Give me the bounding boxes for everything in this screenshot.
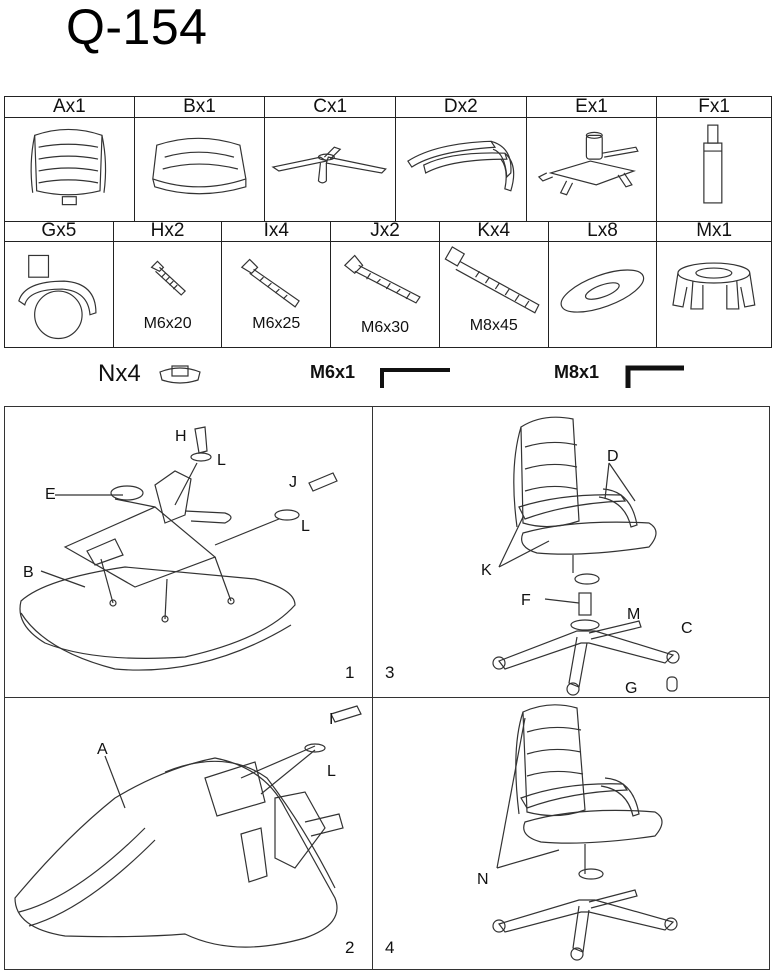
part-label-c: Cx1 — [265, 97, 395, 118]
part-cell-i — [222, 221, 331, 347]
label-m: M — [627, 606, 641, 623]
label-l: L — [327, 763, 336, 780]
extras-row — [0, 356, 776, 396]
step-3-labels — [481, 448, 693, 697]
label-f: F — [521, 592, 531, 609]
step-4-diagram — [373, 698, 769, 969]
part-label-i: Ix4 — [222, 221, 330, 242]
part-size-h: M6x20 — [143, 315, 192, 332]
part-cell-k — [440, 221, 549, 347]
part-cell-d — [396, 97, 527, 221]
hex-key-m8-label: M8x1 — [554, 362, 600, 382]
cover-icon — [657, 241, 771, 347]
label-b: B — [23, 564, 34, 581]
part-label-g: Gx5 — [5, 221, 113, 242]
step-number: 1 — [345, 663, 355, 682]
part-cell-j — [331, 221, 440, 347]
page-title: Q-154 — [66, 0, 208, 55]
cap-icon — [156, 362, 204, 388]
part-label-d: Dx2 — [396, 97, 526, 118]
hex-key-m6-label: M6x1 — [310, 362, 356, 382]
parts-row-2 — [5, 221, 771, 347]
label-e: E — [45, 486, 56, 503]
step-number: 4 — [385, 938, 395, 957]
backrest-icon — [5, 117, 134, 221]
parts-table — [4, 96, 772, 348]
part-cell-a — [5, 97, 135, 221]
label-a: A — [97, 741, 108, 758]
caster-icon — [5, 241, 113, 347]
part-label-m: Mx1 — [657, 221, 771, 242]
label-j: J — [289, 474, 297, 491]
label-d: D — [607, 448, 619, 465]
step-2-diagram — [5, 698, 372, 969]
label-k: K — [481, 562, 492, 579]
part-cell-e — [527, 97, 658, 221]
label-h: H — [175, 428, 187, 445]
part-label-e: Ex1 — [527, 97, 657, 118]
part-cell-b — [135, 97, 266, 221]
seat-icon — [135, 117, 265, 221]
part-size-i: M6x25 — [252, 315, 301, 332]
part-label-b: Bx1 — [135, 97, 265, 118]
step-number: 2 — [345, 938, 355, 957]
part-label-j: Jx2 — [331, 221, 439, 242]
part-cell-c — [265, 97, 396, 221]
step-3-diagram — [373, 407, 769, 697]
part-size-j: M6x30 — [361, 319, 410, 336]
hex-key-icon — [378, 364, 454, 390]
label-i: I — [329, 711, 334, 728]
label-c: C — [681, 620, 693, 637]
base-icon — [265, 117, 395, 221]
step-4-labels — [477, 871, 489, 888]
part-cell-g — [5, 221, 114, 347]
gas-lift-icon — [657, 117, 771, 221]
part-cell-h — [114, 221, 223, 347]
label-l: L — [217, 452, 226, 469]
step-1-labels — [23, 428, 310, 581]
part-label-l: Lx8 — [549, 221, 657, 242]
part-size-k: M8x45 — [469, 317, 518, 334]
step-2-labels — [97, 711, 336, 780]
label-l: L — [301, 518, 310, 535]
part-cell-l — [549, 221, 658, 347]
label-g: G — [625, 680, 638, 697]
armrest-icon — [396, 117, 526, 221]
parts-row-1 — [5, 97, 771, 222]
part-label-f: Fx1 — [657, 97, 771, 118]
mechanism-icon — [527, 117, 657, 221]
cap-label: Nx4 — [98, 360, 141, 387]
hex-key-icon — [622, 362, 686, 390]
label-n: N — [477, 871, 489, 888]
assembly-steps — [4, 406, 770, 970]
part-label-h: Hx2 — [114, 221, 222, 242]
part-cell-f — [657, 97, 771, 221]
part-cell-m — [657, 221, 771, 347]
part-label-k: Kx4 — [440, 221, 548, 242]
washer-icon — [549, 241, 657, 347]
part-label-a: Ax1 — [5, 97, 134, 118]
step-number: 3 — [385, 663, 395, 682]
step-1-diagram — [5, 407, 372, 697]
